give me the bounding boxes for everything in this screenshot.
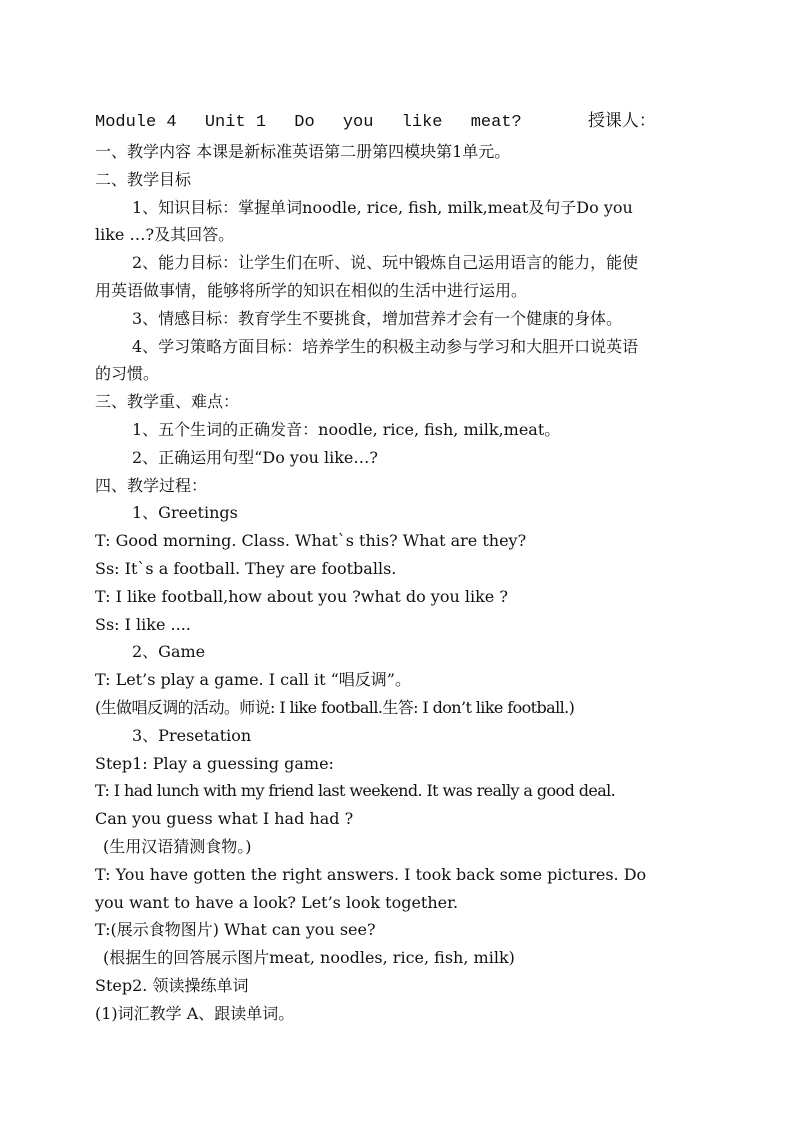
dialogue-line: you want to have a look? Let’s look together. — [95, 892, 459, 912]
teacher-label: 授课人： — [587, 113, 656, 132]
lesson-title — [95, 108, 725, 138]
activity-note: (生做唱反调的活动。师说: I like football.生答: I don’t like football.) — [95, 697, 575, 717]
dialogue-line: Ss: I like .... — [95, 614, 191, 634]
title-word-like: like — [401, 113, 443, 132]
key-point-2: 2、正确运用句型“Do you like…? — [132, 447, 378, 467]
section-objectives: 二、教学目标 — [95, 169, 192, 189]
objective-emotion: 3、情感目标：教育学生不要挑食，增加营养才会有一个健康的身体。 — [132, 308, 623, 328]
dialogue-line: T: Let’s play a game. I call it “唱反调”。 — [95, 670, 411, 690]
step1-line: Step1: Play a guessing game: — [95, 753, 334, 773]
dialogue-line: Ss: It`s a football. They are footballs. — [95, 558, 397, 578]
objective-strategy-cont: 的习惯。 — [95, 364, 160, 384]
title-unit: Unit 1 — [204, 113, 267, 132]
dialogue-line: T: I like football,how about you ?what do you like ? — [95, 586, 508, 606]
step-game: 2、Game — [132, 642, 206, 662]
dialogue-line: T: Good morning. Class. What`s this? What are they? — [95, 531, 527, 551]
activity-note: (根据生的回答展示图片meat, noodles, rice, fish, milk) — [103, 948, 515, 968]
objective-knowledge-cont: like …?及其回答。 — [95, 225, 235, 245]
section-process: 四、教学过程： — [95, 475, 208, 495]
dialogue-line: T: You have gotten the right answers. I took back some pictures. Do — [95, 864, 647, 884]
section-key-points: 三、教学重、难点： — [95, 392, 240, 412]
objective-knowledge: 1、知识目标：掌握单词noodle, rice, fish, milk,meat及句子Do you — [132, 197, 633, 217]
step-presentation: 3、Presetation — [132, 725, 252, 745]
key-point-1: 1、五个生词的正确发音：noodle, rice, fish, milk,meat。 — [132, 419, 561, 439]
objective-strategy: 4、学习策略方面目标：培养学生的积极主动参与学习和大胆开口说英语 — [132, 336, 639, 356]
dialogue-line: T:(展示食物图片) What can you see? — [95, 920, 376, 940]
section-content: 一、教学内容 本课是新标准英语第二册第四模块第1单元。 — [95, 142, 511, 161]
dialogue-line: Can you guess what I had had ? — [95, 809, 354, 829]
activity-note: (生用汉语猜测食物。) — [103, 836, 252, 856]
dialogue-line: T: I had lunch with my friend last weekend. It was really a good deal. — [95, 781, 616, 801]
title-word-meat: meat? — [470, 113, 522, 132]
title-module: Module 4 — [95, 113, 177, 132]
title-word-you: you — [342, 113, 374, 132]
step2-line: Step2. 领读操练单词 — [95, 975, 249, 995]
vocabulary-line: (1)词汇教学 A、跟读单词。 — [95, 1003, 295, 1023]
objective-ability: 2、能力目标：让学生们在听、说、玩中锻炼自己运用语言的能力，能使 — [132, 253, 639, 273]
document-body — [95, 108, 725, 1028]
step-greetings: 1、Greetings — [132, 503, 238, 523]
objective-ability-cont: 用英语做事情，能够将所学的知识在相似的生活中进行运用。 — [95, 280, 528, 300]
title-word-do: Do — [294, 113, 315, 132]
